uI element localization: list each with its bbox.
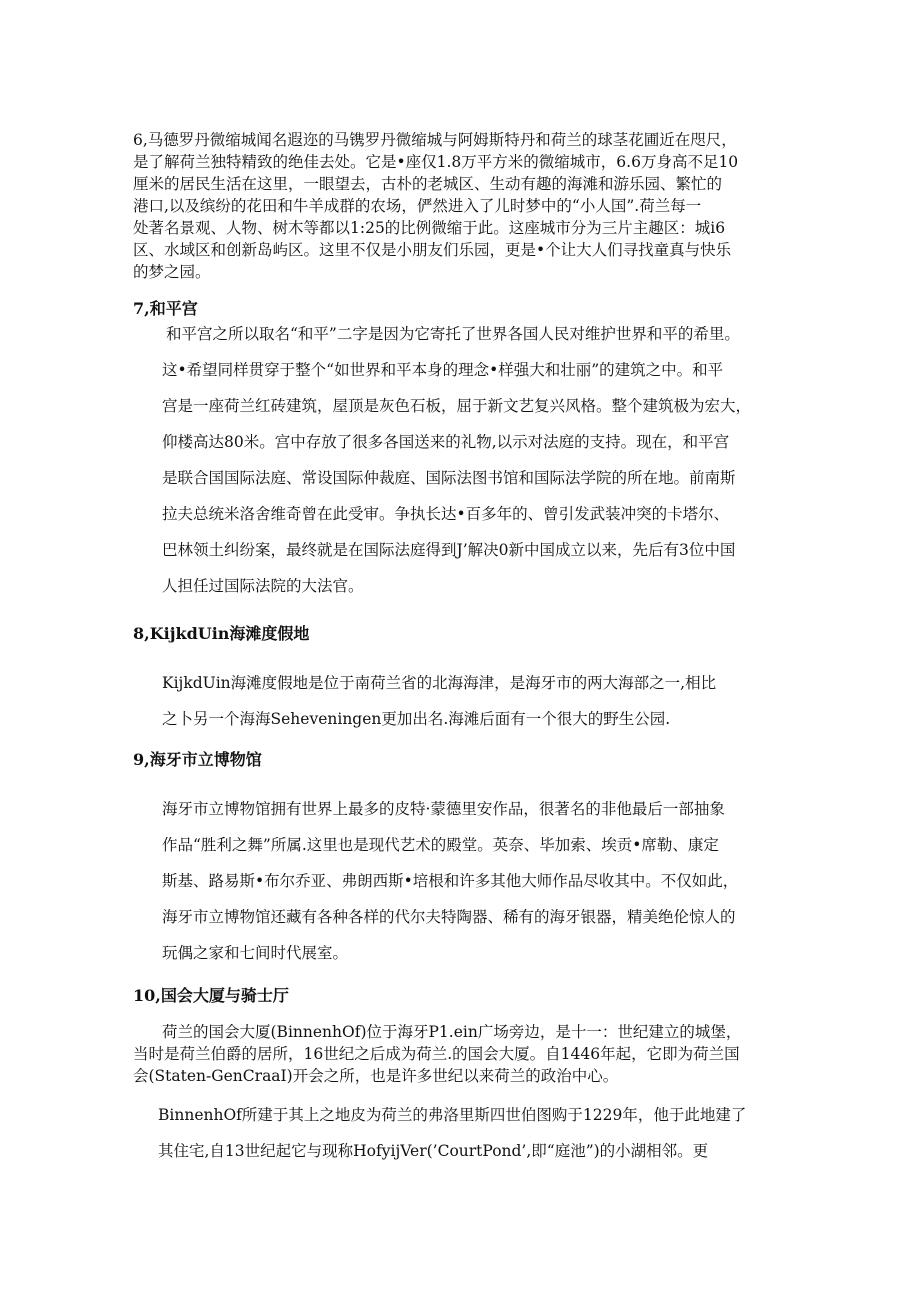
text-line: 玩偶之家和七间时代展室。 [162, 944, 349, 962]
text-line: 是了解荷兰独特精致的绝佳去处。它是•座仅1.8万平方米的微缩城市，6.6万身高不足10 [133, 153, 739, 171]
text-line: 这•希望同样贯穿于整个“如世界和平本身的理念•样强大和壮丽”的建筑之中。和平 [162, 361, 724, 379]
text-line: 宫是一座荷兰红砖建筑，屋顶是灰色石板，屈于新文艺复兴风格。整个建筑极为宏大， [162, 397, 752, 415]
text-line: 处著名景观、人物、树木等都以1:25的比例微缩于此。这座城市分为三片主趣区：城i6 [133, 219, 726, 237]
text-line: 6,马德罗丹微缩城闻名遐迩的马镌罗丹微缩城与阿姆斯特丹和荷兰的球茎花圃近在咫尺， [133, 131, 737, 149]
text-line: 海牙市立博物馆还藏有各种各样的代尔夫特陶器、稀有的海牙银器，精美绝伦惊人的 [162, 908, 736, 926]
section-title-binnenhof: 10,国会大厦与骑士厅 [133, 986, 289, 1005]
text-line: 作品“胜利之舞”所属.这里也是现代艺术的殿堂。英奈、毕加索、埃贡•席勒、康定 [162, 836, 719, 854]
paragraph-binnenhof [133, 1020, 802, 1100]
paragraph-binnenhof-history [158, 1103, 798, 1173]
text-line: 厘米的居民生活在这里，一眼望去，古朴的老城区、生动有趣的海滩和游乐园、繁忙的 [133, 175, 723, 193]
text-line: 港口,以及缤纷的花田和牛羊成群的农场，俨然进入了儿时梦中的“小人国”.荷兰每一 [133, 197, 702, 215]
section-title-gemeentemuseum: 9,海牙市立博物馆 [133, 750, 262, 769]
text-line: 之卜另一个海海Seheveningen更加出名.海滩后面有一个很大的野生公园. [162, 710, 671, 728]
text-line: 海牙市立博物馆拥有世界上最多的皮特·蒙德里安作品，很著名的非他最后一部抽象 [162, 800, 725, 818]
text-line: 会(Staten-GenCraaI)开会之所，也是许多世纪以来荷兰的政治中心。 [133, 1067, 619, 1085]
text-line: 巴林领土纠纷案，最终就是在国际法庭得到J’解决0新中国成立以来，先后有3位中国 [162, 541, 736, 559]
text-line: 区、水域区和创新岛屿区。这里不仅是小朋友们乐园，更是•个让大人们寻找童真与快乐 [133, 241, 732, 259]
text-line: 和平宫之所以取名“和平”二字是因为它寄托了世界各国人民对维护世界和平的希里。 [166, 325, 740, 343]
text-line: 其住宅,自13世纪起它与现称HofyijVer(’CourtPond’,即“庭池”)的小湖相邻。更 [158, 1142, 709, 1160]
section-title-kijkduin: 8,KijkdUin海滩度假地 [133, 624, 310, 643]
text-line: BinnenhOf所建于其上之地皮为荷兰的弗洛里斯四世伯图购于1229年，他于此地建了 [158, 1106, 747, 1124]
text-line: 当时是荷兰伯爵的居所，16世纪之后成为荷兰.的国会大厦。自1446年起，它即为荷兰国 [133, 1045, 740, 1063]
text-line: 拉夫总统米洛舍维奇曾在此受审。争执长达•百多年的、曾引发武装冲突的卡塔尔、 [162, 505, 730, 523]
text-line: KijkdUin海滩度假地是位于南荷兰省的北海海津，是海牙市的两大海部之一,相比 [162, 674, 717, 692]
paragraph-kijkduin [162, 671, 802, 741]
section-title-peace-palace: 7,和平宫 [133, 299, 198, 318]
paragraph-madurodam [133, 128, 793, 288]
paragraph-gemeentemuseum [162, 797, 802, 977]
text-line: 仰楼高达80米。宫中存放了很多各国送来的礼物,以示对法庭的支持。现在，和平宫 [162, 433, 730, 451]
text-line: 斯基、路易斯•布尔乔亚、弗朗西斯•培根和许多其他大师作品尽收其中。不仅如此， [162, 872, 739, 890]
text-line: 人担任过国际法院的大法官。 [162, 577, 364, 595]
text-line: 荷兰的国会大厦(BinnenhOf)位于海牙P1.ein广场旁边，是十一：世纪建立的城堡， [162, 1023, 742, 1041]
text-line: 的梦之园。 [133, 263, 211, 281]
text-line: 是联合国国际法庭、常设国际仲裁庭、国际法图书馆和国际法学院的所在地。前南斯 [162, 469, 736, 487]
paragraph-peace-palace [162, 322, 802, 612]
